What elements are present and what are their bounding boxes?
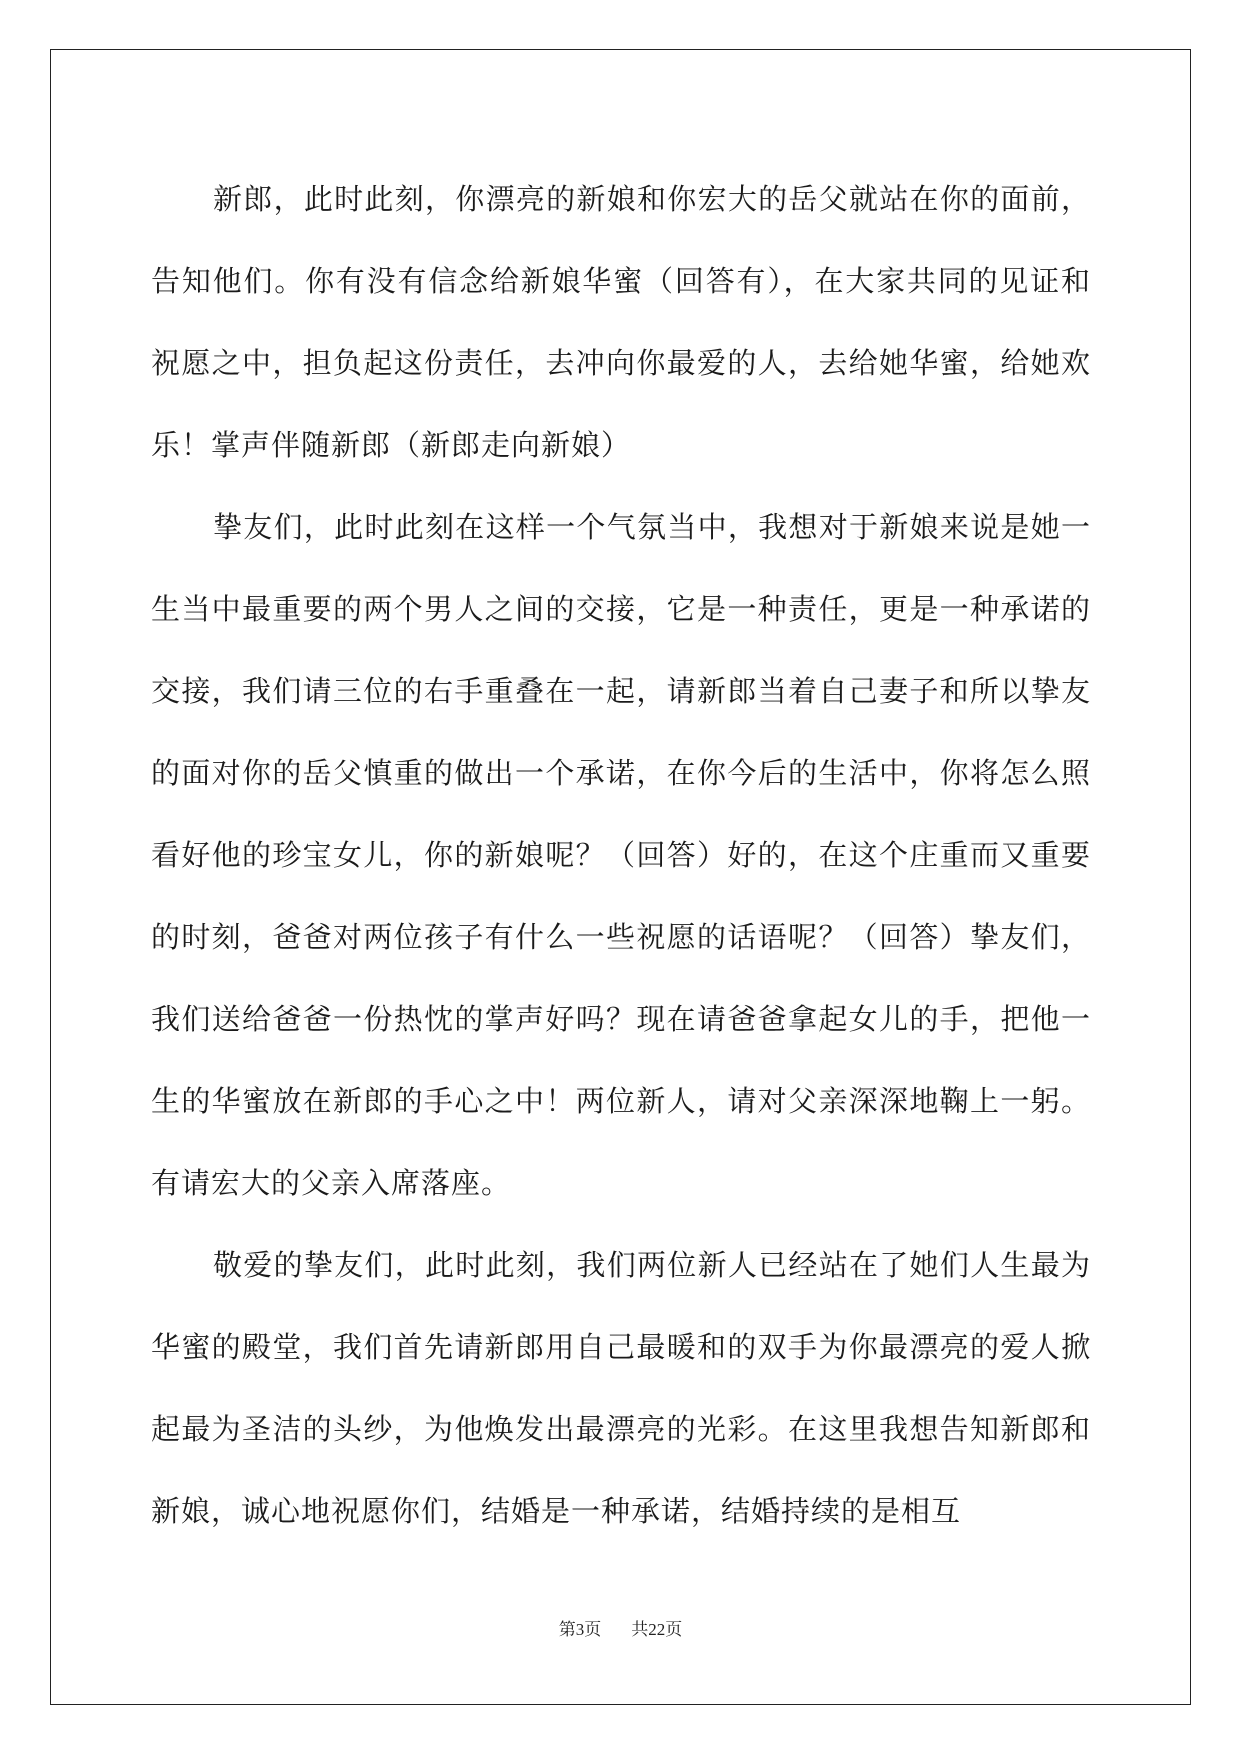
document-body — [151, 158, 1091, 1552]
paragraph-1: 新郎，此时此刻，你漂亮的新娘和你宏大的岳父就站在你的面前，告知他们。你有没有信念给新娘华蜜（回答有），在大家共同的见证和祝愿之中，担负起这份责任，去冲向你最爱的人，去给她华蜜，给她欢乐！掌声伴随新郎（新郎走向新娘） — [151, 182, 1091, 462]
paragraph-2: 挚友们，此时此刻在这样一个气氛当中，我想对于新娘来说是她一生当中最重要的两个男人之间的交接，它是一种责任，更是一种承诺的交接，我们请三位的右手重叠在一起，请新郎当着自己妻子和所以挚友的面对你的岳父慎重的做出一个承诺，在你今后的生活中，你将怎么照看好他的珍宝女儿，你的新娘呢？（回答）好的，在这个庄重而又重要的时刻，爸爸对两位孩子有什么一些祝愿的话语呢？（回答）挚友们，我们送给爸爸一份热忱的掌声好吗？现在请爸爸拿起女儿的手，把他一生的华蜜放在新郎的手心之中！两位新人，请对父亲深深地鞠上一躬。有请宏大的父亲入席落座。 — [151, 510, 1091, 1200]
page-number: 第3页 — [558, 1620, 602, 1639]
page-total: 共22页 — [631, 1620, 683, 1639]
paragraph-3: 敬爱的挚友们，此时此刻，我们两位新人已经站在了她们人生最为华蜜的殿堂，我们首先请新郎用自己最暖和的双手为你最漂亮的爱人掀起最为圣洁的头纱，为他焕发出最漂亮的光彩。在这里我想告知新郎和新娘，诚心地祝愿你们，结婚是一种承诺，结婚持续的是相互 — [151, 1248, 1091, 1528]
page-footer — [0, 1615, 1241, 1640]
